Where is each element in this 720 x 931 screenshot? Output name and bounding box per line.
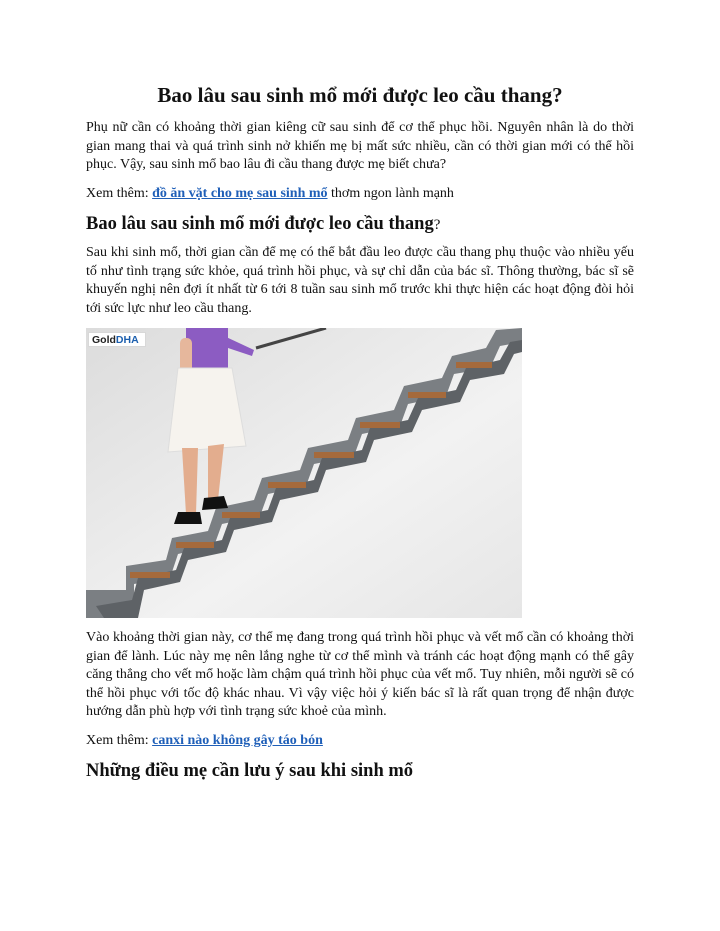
calcium-link[interactable]: canxi nào không gây táo bón	[152, 732, 323, 748]
see-more-prefix: Xem thêm:	[86, 185, 153, 201]
see-more-line-1	[86, 185, 634, 204]
woman-climbing-stairs-image	[86, 328, 522, 618]
section-heading-stairs	[86, 213, 634, 235]
golddha-logo	[88, 332, 146, 347]
recovery-paragraph: Vào khoảng thời gian này, cơ thể mẹ đang trong quá trình hồi phục và vết mổ cần có khoảng thời gian để lành. Lúc này mẹ nên lắng nghe từ cơ thể mình và tránh các hoạt động mạnh có thể gây căng thẳng cho vết mổ hoặc làm chậm quá trình hồi phục của vết mổ. Tuy nhiên, mỗi người sẽ có thể hồi phục với tốc độ khác nhau. Vì vậy việc hỏi ý kiến bác sĩ là rất quan trọng để nhận được hướng dẫn phù hợp với tình trạng sức khoẻ của mình.	[86, 630, 634, 720]
logo-text-dha: DHA	[115, 334, 139, 347]
snack-recipes-link[interactable]: đồ ăn vặt cho mẹ sau sinh mổ	[152, 185, 328, 201]
stairs-paragraph: Sau khi sinh mổ, thời gian cần để mẹ có thể bắt đầu leo được cầu thang phụ thuộc vào nhiều yếu tố như tình trạng sức khỏe, quá trình hồi phục, và sự chỉ dẫn của bác sĩ. Thông thường, bác sĩ sẽ khuyến nghị nên đợi ít nhất từ 6 tới 8 tuần sau sinh mổ trước khi thực hiện các hoạt động đòi hỏi tới sức lực như leo cầu thang.	[86, 245, 634, 316]
article-content	[86, 82, 634, 792]
section-heading-text: Bao lâu sau sinh mổ mới được leo cầu thang	[86, 214, 434, 235]
intro-paragraph: Phụ nữ cần có khoảng thời gian kiêng cữ sau sinh để cơ thể phục hồi. Nguyên nhân là do thời gian mang thai và quá trình sinh nở khiến mẹ bị mất sức nhiều, cần có thời gian mới có thể hồi phục. Vậy, sau sinh mổ bao lâu đi cầu thang được mẹ biết chưa?	[86, 120, 634, 173]
logo-text-gold: Gold	[92, 334, 116, 347]
page-title: Bao lâu sau sinh mổ mới được leo cầu thang?	[157, 83, 563, 107]
see-more-suffix: thơm ngon lành mạnh	[327, 185, 454, 201]
see-more-line-2	[86, 732, 634, 751]
see-more-prefix-2: Xem thêm:	[86, 732, 153, 748]
section-heading-question-mark: ?	[433, 217, 441, 234]
section-heading-notes: Những điều mẹ cần lưu ý sau khi sinh mổ	[86, 761, 414, 782]
stairs-illustration	[86, 328, 522, 618]
